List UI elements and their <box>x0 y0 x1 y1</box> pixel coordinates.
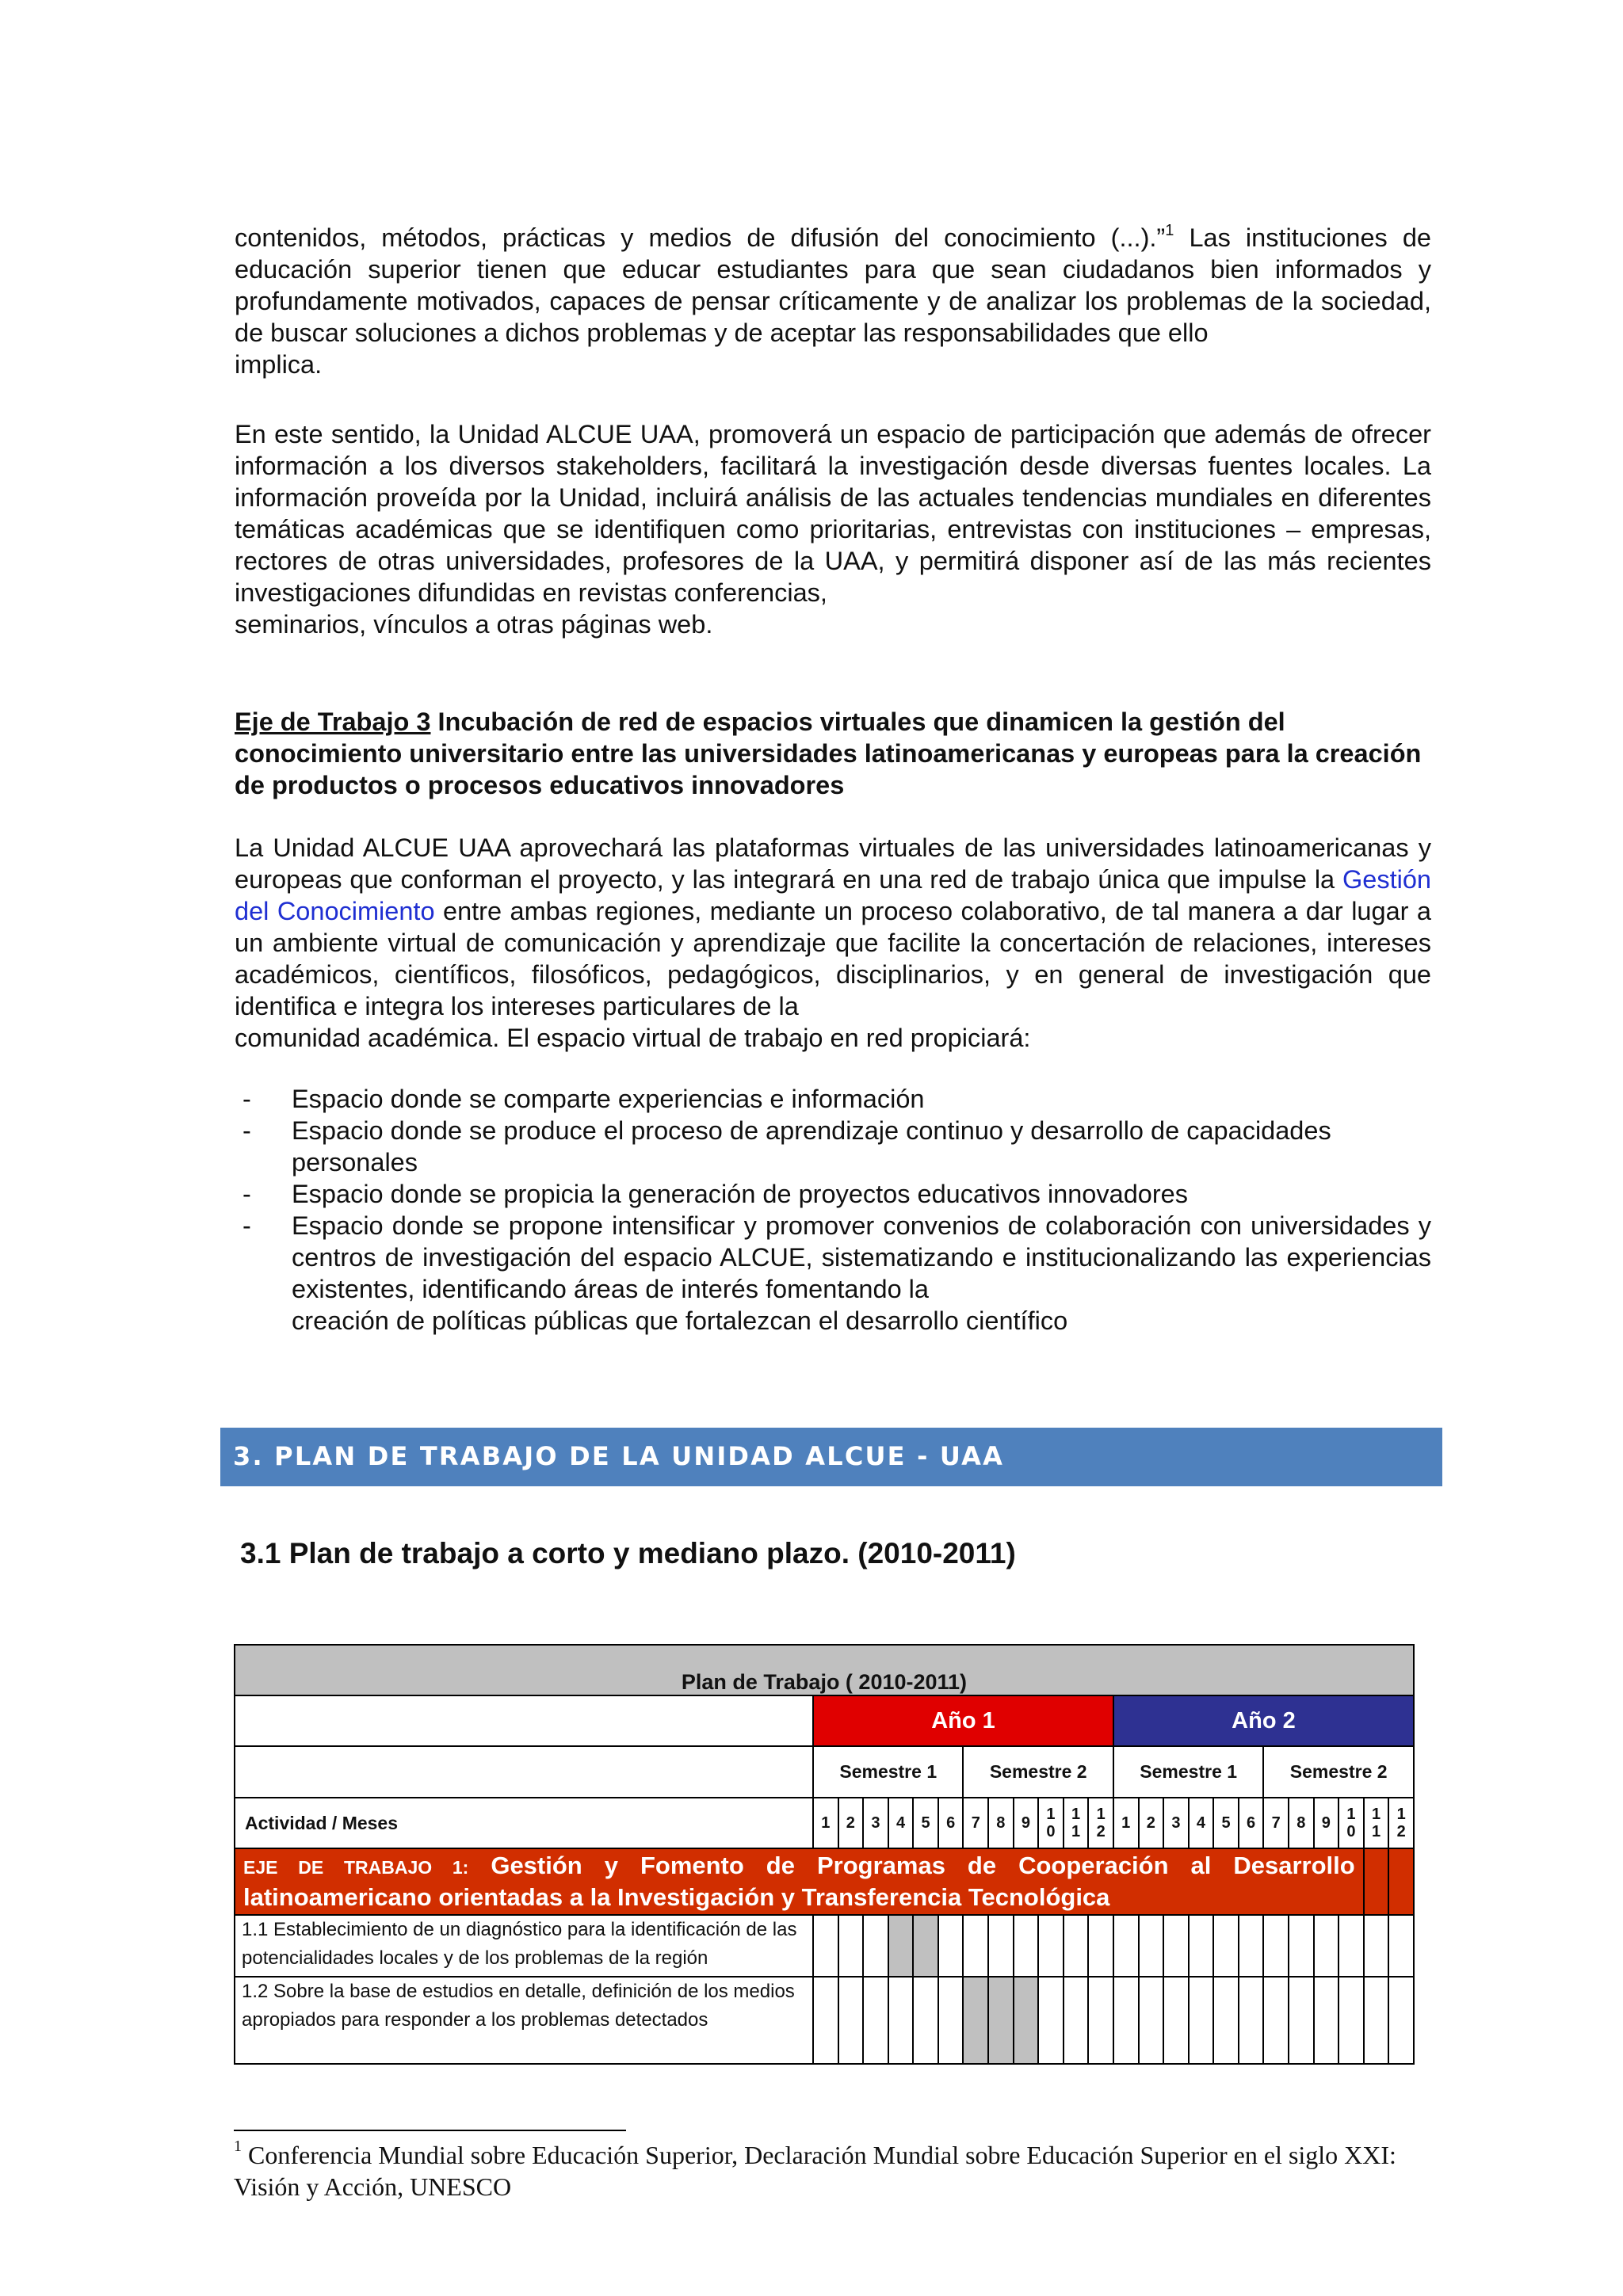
list-item-last-line: creación de políticas públicas que fortalezcan el desarrollo científico <box>292 1306 1068 1335</box>
gantt-cell <box>1088 1977 1113 2064</box>
month-cell: 1 2 <box>1388 1798 1414 1848</box>
dash-marker: - <box>242 1180 251 1208</box>
month-cell: 9 <box>1314 1798 1339 1848</box>
month-cell: 1 0 <box>1038 1798 1064 1848</box>
gantt-cell <box>1289 1915 1314 1977</box>
footnote-ref[interactable]: 1 <box>1165 222 1174 240</box>
gantt-cell <box>1364 1977 1389 2064</box>
month-cell: 1 <box>813 1798 838 1848</box>
list-item-text: Espacio donde se propicia la generación de proyectos educativos innovadores <box>292 1180 1189 1208</box>
gantt-cell <box>1189 1915 1214 1977</box>
footnote <box>234 2139 1407 2203</box>
paragraph-2-last-line: seminarios, vínculos a otras páginas web. <box>235 610 713 639</box>
month-cell: 5 <box>1213 1798 1239 1848</box>
year-1-header: Año 1 <box>813 1695 1113 1746</box>
month-cell: 9 <box>1014 1798 1039 1848</box>
paragraph-2-text: En este sentido, la Unidad ALCUE UAA, promoverá un espacio de participación que además de ofrecer información a los diversos stakeholders, facilitará la investigación desde diversas fuentes locales. La información proveída por la Unidad, incluirá análisis de las actuales tendencias mundiales en diferentes temáticas académicas que se identifiquen como prioritarias, entrevistas con instituciones – empresas, rectores de otras universidades, profesores de la UAA, y permitirá disponer así de las más recientes investigaciones difundidas en revistas conferencias, <box>235 420 1431 607</box>
dash-marker: - <box>242 1211 251 1240</box>
month-cell: 1 2 <box>1088 1798 1113 1848</box>
gantt-cell <box>1314 1977 1339 2064</box>
month-cell: 2 <box>1139 1798 1164 1848</box>
table-row <box>235 1977 1414 2064</box>
semester-header: Semestre 1 <box>1113 1746 1263 1798</box>
gantt-cell <box>1213 1915 1239 1977</box>
month-cell: 1 <box>1113 1798 1139 1848</box>
gantt-cell <box>913 1977 938 2064</box>
eje-1-title: Gestión y Fomento de Programas de Cooperación al Desarrollo latinoamericano orientadas a la Investigación y Transferencia Tecnológica <box>243 1852 1355 1911</box>
semester-header: Semestre 1 <box>813 1746 963 1798</box>
gantt-cell <box>1239 1977 1264 2064</box>
section-heading-bar <box>220 1428 1442 1486</box>
gestion-conocimiento-link[interactable]: Gestión del Conocimiento <box>235 865 1431 925</box>
activity-1-1: 1.1 Establecimiento de un diagnóstico para la identificación de las potencialidades locales y de los problemas de la región <box>235 1915 813 1977</box>
table-title: Plan de Trabajo ( 2010-2011) <box>235 1645 1414 1695</box>
gantt-cell <box>1064 1915 1089 1977</box>
table-months-row <box>235 1798 1414 1848</box>
gantt-cell <box>963 1915 988 1977</box>
semester-header: Semestre 2 <box>963 1746 1113 1798</box>
month-cell: 4 <box>888 1798 914 1848</box>
year-2-header: Año 2 <box>1113 1695 1414 1746</box>
dash-marker: - <box>242 1085 251 1113</box>
gantt-cell <box>863 1915 888 1977</box>
footnote-number: 1 <box>234 2138 242 2156</box>
gantt-cell <box>1014 1915 1039 1977</box>
gantt-cell <box>1338 1977 1364 2064</box>
gantt-cell <box>813 1977 838 2064</box>
eje-1-label: EJE DE TRABAJO 1: <box>243 1857 469 1878</box>
dash-marker: - <box>242 1116 251 1145</box>
list-item <box>235 1115 1431 1178</box>
gantt-cell <box>1038 1977 1064 2064</box>
table-eje-row <box>235 1848 1414 1915</box>
gantt-cell <box>1163 1977 1189 2064</box>
month-cell: 8 <box>1289 1798 1314 1848</box>
month-cell: 1 0 <box>1338 1798 1364 1848</box>
gantt-cell <box>838 1977 864 2064</box>
gantt-cell <box>1263 1915 1289 1977</box>
work-plan-table <box>234 1644 1415 2065</box>
paragraph-3 <box>235 832 1431 1054</box>
gantt-cell <box>938 1915 964 1977</box>
section-title: 3. PLAN DE TRABAJO DE LA UNIDAD ALCUE - UAA <box>233 1441 1005 1471</box>
gantt-cell <box>1289 1977 1314 2064</box>
gantt-cell <box>1014 1977 1039 2064</box>
list-item-last-line: personales <box>292 1148 418 1177</box>
gantt-cell <box>1213 1977 1239 2064</box>
paragraph-3-text-b: entre ambas regiones, mediante un proceso colaborativo, de tal manera a dar lugar a un ambiente virtual de comunicación y aprendizaje que facilite la concertación de relaciones, intereses académicos, científicos, filosóficos, pedagógicos, disciplinarios, y en general de investigación que identifica e integra los intereses particulares de la <box>235 897 1431 1020</box>
list-item-text: Espacio donde se propone intensificar y promover convenios de colaboración con universidades y centros de investigación del espacio ALCUE, sistematizando e institucionalizando las experiencias existentes, identificando áreas de interés fomentando la <box>292 1211 1431 1303</box>
gantt-cell <box>1338 1915 1364 1977</box>
table-title-row <box>235 1645 1414 1695</box>
month-cell: 7 <box>1263 1798 1289 1848</box>
list-item <box>235 1210 1431 1337</box>
list-item <box>235 1178 1431 1210</box>
gantt-cell <box>1314 1915 1339 1977</box>
paragraph-1-text-b: Las instituciones de educación superior tienen que educar estudiantes para que sean ciudadanos bien informados y profundamente motivados, capaces de pensar críticamente y de analizar los problemas de la sociedad, de buscar soluciones a dichos problemas y de aceptar las responsabilidades que ello <box>235 223 1431 347</box>
eje-1-header <box>235 1848 1364 1915</box>
month-cell: 3 <box>1163 1798 1189 1848</box>
eje-3-heading <box>235 706 1431 801</box>
gantt-cell <box>1189 1977 1214 2064</box>
table-year-row <box>235 1695 1414 1746</box>
month-cell: 5 <box>913 1798 938 1848</box>
month-cell: 4 <box>1189 1798 1214 1848</box>
month-cell: 1 1 <box>1364 1798 1389 1848</box>
footnote-text: Conferencia Mundial sobre Educación Superior, Declaración Mundial sobre Educación Superior en el siglo XXI: Visión y Acción, UNESCO <box>234 2141 1396 2201</box>
list-item-text: Espacio donde se comparte experiencias e información <box>292 1085 925 1113</box>
eje-3-label: Eje de Trabajo 3 <box>235 707 431 736</box>
month-cell: 1 1 <box>1064 1798 1089 1848</box>
gantt-cell <box>1163 1915 1189 1977</box>
bullet-list <box>235 1083 1431 1337</box>
gantt-cell <box>1064 1977 1089 2064</box>
gantt-cell <box>1388 1915 1414 1977</box>
month-cell: 3 <box>863 1798 888 1848</box>
subsection-title: 3.1 Plan de trabajo a corto y mediano plazo. (2010-2011) <box>240 1537 1016 1569</box>
gantt-cell <box>1139 1977 1164 2064</box>
footnote-separator <box>234 2130 626 2131</box>
list-item <box>235 1083 1431 1115</box>
gantt-cell <box>988 1915 1014 1977</box>
month-cell: 2 <box>838 1798 864 1848</box>
list-item-text: Espacio donde se produce el proceso de aprendizaje continuo y desarrollo de capacidades <box>292 1116 1331 1145</box>
month-cell: 7 <box>963 1798 988 1848</box>
eje-3-title: Incubación de red de espacios virtuales que dinamicen la gestión del conocimiento universitario entre las universidades latinoamericanas y europeas para la creación de productos o procesos educativos innovadores <box>235 707 1422 799</box>
gantt-cell <box>888 1915 914 1977</box>
gantt-cell <box>1139 1915 1164 1977</box>
paragraph-3-text-a: La Unidad ALCUE UAA aprovechará las plataformas virtuales de las universidades latinoamericanas y europeas que conforman el proyecto, y las integrará en una red de trabajo única que impulse la <box>235 833 1431 894</box>
gantt-cell <box>1364 1915 1389 1977</box>
gantt-cell <box>1113 1977 1139 2064</box>
gantt-cell <box>1113 1915 1139 1977</box>
gantt-cell <box>1088 1915 1113 1977</box>
activity-1-2: 1.2 Sobre la base de estudios en detalle, definición de los medios apropiados para responder a los problemas detectados <box>235 1977 813 2064</box>
gantt-cell <box>988 1977 1014 2064</box>
gantt-cell <box>1038 1915 1064 1977</box>
semester-header: Semestre 2 <box>1263 1746 1414 1798</box>
paragraph-2 <box>235 418 1431 640</box>
table-semester-row <box>235 1746 1414 1798</box>
gantt-cell <box>938 1977 964 2064</box>
gantt-cell <box>1239 1915 1264 1977</box>
gantt-cell <box>1263 1977 1289 2064</box>
table-row <box>235 1915 1414 1977</box>
gantt-cell <box>963 1977 988 2064</box>
gantt-cell <box>888 1977 914 2064</box>
paragraph-1-last-line: implica. <box>235 350 323 379</box>
month-cell: 6 <box>1239 1798 1264 1848</box>
gantt-cell <box>813 1915 838 1977</box>
paragraph-1-text-a: contenidos, métodos, prácticas y medios de difusión del conocimiento (...).” <box>235 223 1166 252</box>
gantt-cell <box>863 1977 888 2064</box>
activity-header: Actividad / Meses <box>235 1798 813 1848</box>
gantt-cell <box>1388 1977 1414 2064</box>
month-cell: 8 <box>988 1798 1014 1848</box>
gantt-cell <box>838 1915 864 1977</box>
month-cell: 6 <box>938 1798 964 1848</box>
paragraph-1 <box>235 222 1431 380</box>
paragraph-3-last-line: comunidad académica. El espacio virtual de trabajo en red propiciará: <box>235 1024 1031 1052</box>
gantt-cell <box>913 1915 938 1977</box>
